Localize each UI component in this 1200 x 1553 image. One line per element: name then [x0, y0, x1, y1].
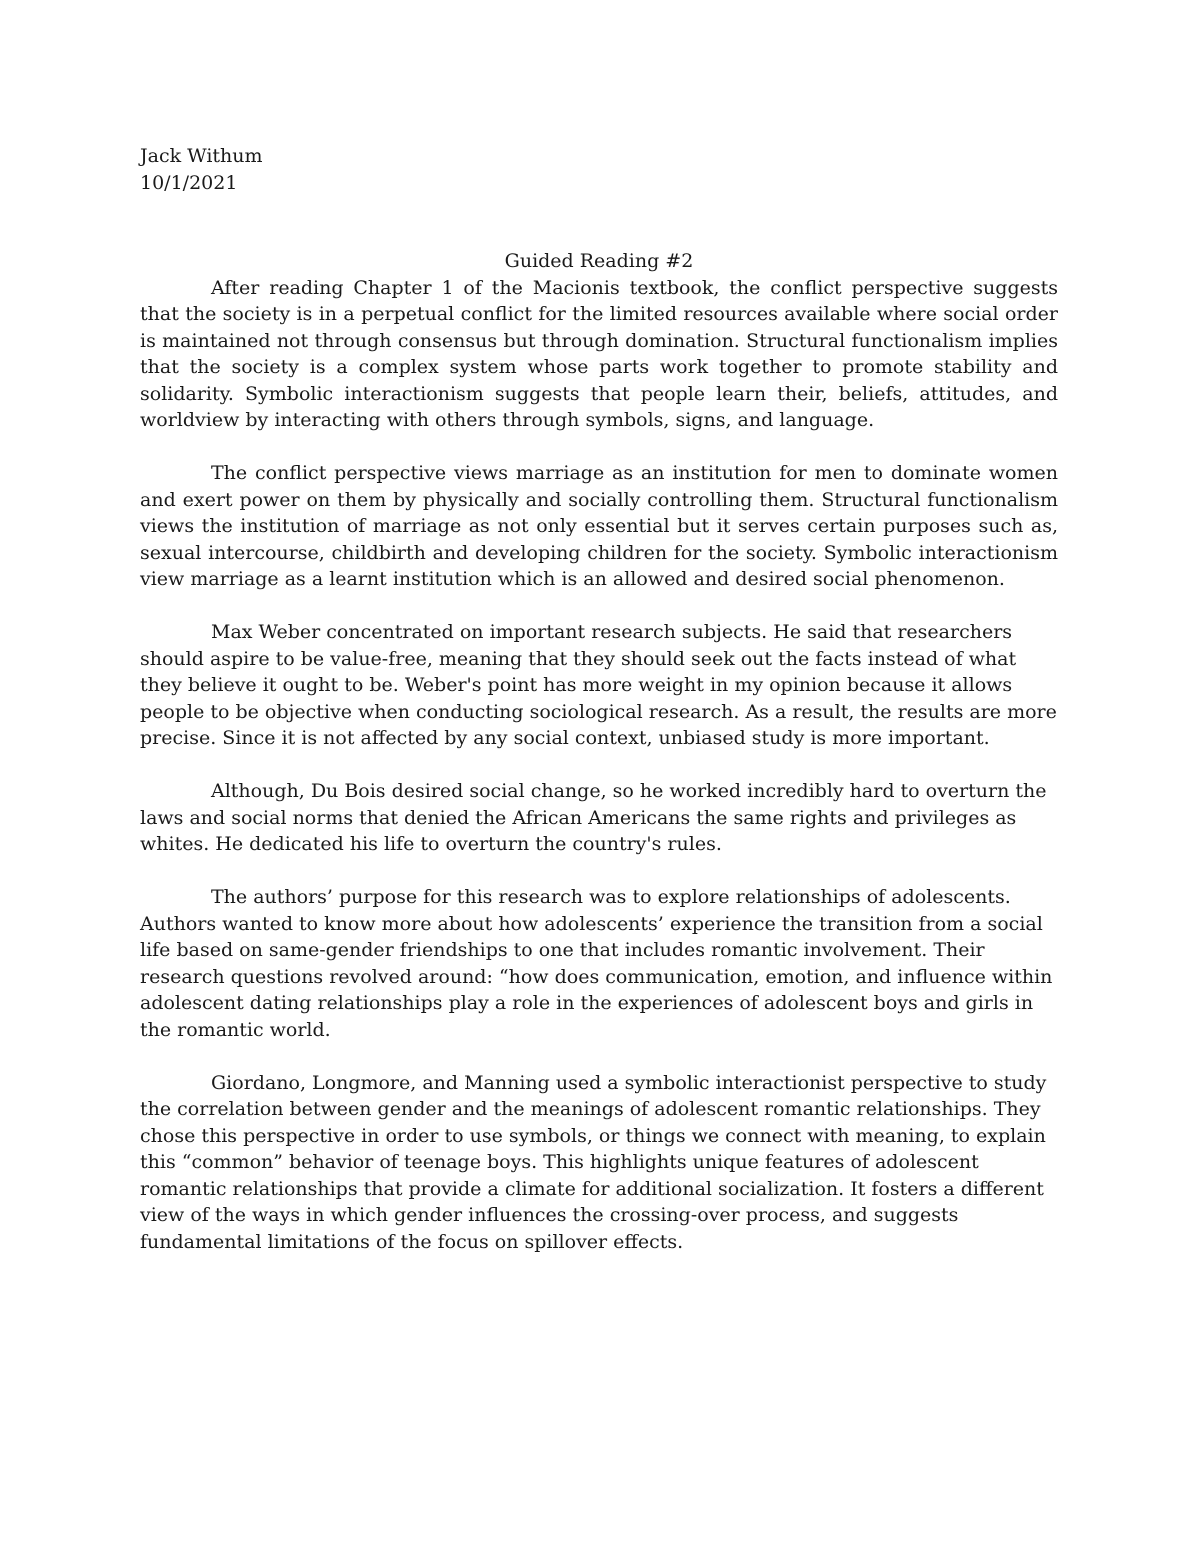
paragraph-weber: Max Weber concentrated on important research subjects. He said that researchers should aspire to be value-free, meaning that they should seek out the facts instead of what they believe it ought to be. Weber's point has more weight in my opinion because it allows people to be objective when conducting sociological research. As a result, the results are more precise. Since it is not affected by any social context, unbiased study is more important. [140, 621, 1057, 749]
paragraph-du-bois: Although, Du Bois desired social change, so he worked incredibly hard to overturn the laws and social norms that denied the African Americans the same rights and privileges as whites. He dedicated his life to overturn the country's rules. [140, 780, 1047, 855]
document-date: 10/1/2021 [140, 171, 238, 194]
paragraph-interactionist-study: Giordano, Longmore, and Manning used a symbolic interactionist perspective to study the correlation between gender and the meanings of adolescent romantic relationships. They chose this perspective in order to use symbols, or things we connect with meaning, to explain this “common” behavior of teenage boys. This highlights unique features of adolescent romantic relationships that provide a climate for additional socialization. It fosters a different view of the ways in which gender influences the crossing-over process, and suggests fundamental limitations of the focus on spillover effects. [140, 1071, 1047, 1253]
paragraph-research-purpose: The authors’ purpose for this research was to explore relationships of adolescents. Authors wanted to know more about how adolescents’ experience the transition from a social life based on same-gender friendships to one that includes romantic involvement. Their research questions revolved around: “how does communication, emotion, and influence within adolescent dating relationships play a role in the experiences of adolescent boys and girls in the romantic world. [140, 886, 1053, 1041]
paragraph-perspectives: After reading Chapter 1 of the Macionis textbook, the conflict perspective suggests that the society is in a perpetual conflict for the limited resources available where social order is maintained not through consensus but through domination. Structural functionalism implies that the society is a complex system whose parts work together to promote stability and solidarity. Symbolic interactionism suggests that people learn their, beliefs, attitudes, and worldview by interacting with others through symbols, signs, and language. [140, 276, 1058, 431]
author-name: Jack Withum [140, 145, 263, 167]
paragraph-marriage: The conflict perspective views marriage as an institution for men to dominate women and exert power on them by physically and socially controlling them. Structural functionalism views the institution of marriage as not only essential but it serves certain purposes such as, sexual intercourse, childbirth and developing children for the society. Symbolic interactionism view marriage as a learnt institution which is an allowed and desired social phenomenon. [140, 462, 1058, 590]
document-body [140, 143, 1058, 1255]
document-title: Guided Reading #2 [504, 250, 694, 272]
